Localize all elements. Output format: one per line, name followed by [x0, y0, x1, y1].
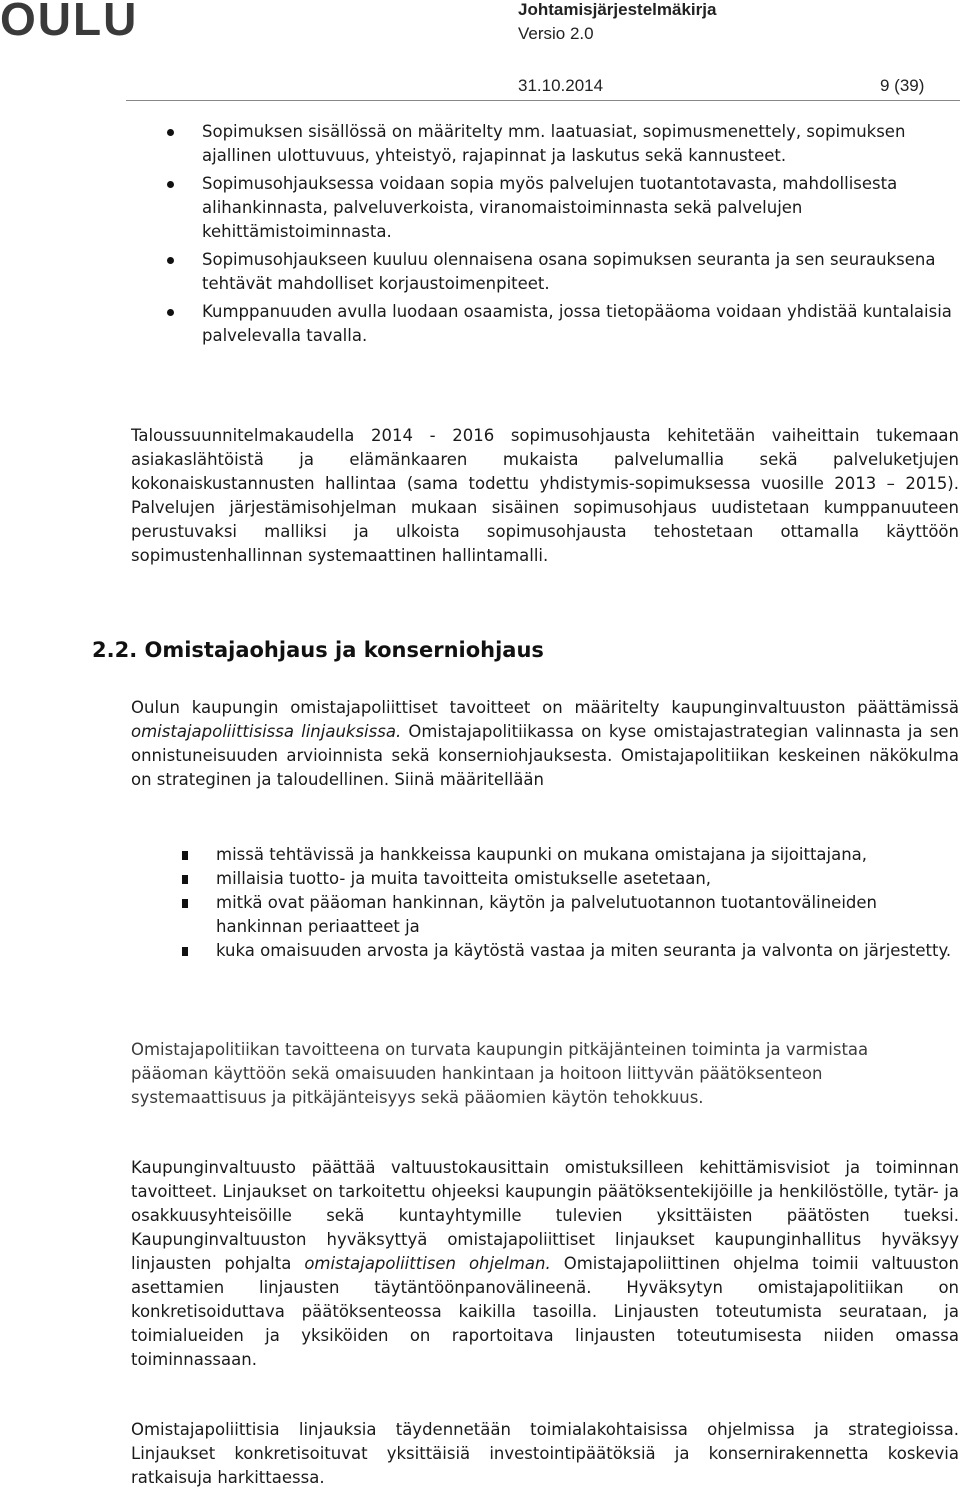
bullet-item: Kumppanuuden avulla luodaan osaamista, jossa tietopääoma voidaan yhdistää kuntalaisia palvelevalla tavalla.: [164, 300, 954, 348]
document-date: 31.10.2014: [518, 76, 604, 95]
square-bullet-icon: [182, 851, 188, 860]
square-bullet-icon: [182, 947, 188, 956]
document-version: Versio 2.0: [518, 24, 594, 43]
bullet-icon: [167, 257, 174, 264]
bullet-icon: [167, 129, 174, 136]
page-number: 9 (39): [880, 76, 925, 95]
section-heading: 2.2. Omistajaohjaus ja konserniohjaus: [92, 638, 544, 662]
square-bullet-list: [182, 843, 960, 963]
square-bullet-item: missä tehtävissä ja hankkeissa kaupunki on mukana omistajana ja sijoittajana,: [182, 843, 960, 867]
square-bullet-item: millaisia tuotto- ja muita tavoitteita omistukselle asetetaan,: [182, 867, 960, 891]
bullet-icon: [167, 309, 174, 316]
square-bullet-icon: [182, 875, 188, 884]
bullet-item: Sopimusohjauksessa voidaan sopia myös palvelujen tuotantotavasta, mahdollisesta alihankinnasta, palveluverkoista, viranomaistoiminnasta sekä palvelujen kehittämistoiminnasta.: [164, 172, 954, 244]
paragraph-linjaukset: Omistajapoliittisia linjauksia täydennetään toimialakohtaisissa ohjelmissa ja strategioissa. Linjaukset konkretisoituvat yksittäisiä investointipäätöksiä ja konsernirakennetta koskevia ratkaisuja harkittaessa.: [131, 1420, 959, 1487]
bullet-list: [164, 120, 954, 352]
paragraph-tavoite: Omistajapolitiikan tavoitteena on turvata kaupungin pitkäjänteinen toiminta ja varmistaa pääoman käyttöön sekä omaisuuden hankintaan ja hoitoon liittyvän päätöksenteon systemaattisuus ja pitkäjänteisyys sekä pääomien käytön tehokkuus.: [131, 1040, 869, 1107]
paragraph-valtuusto: Kaupunginvaltuusto päättää valtuustokausittain omistuksilleen kehittämisvisiot ja toiminnan tavoitteet. Linjaukset on tarkoitettu ohjeeksi kaupungin päätöksentekijöille ja henkilöstölle, tytär- ja osakkuusyhteisöille sekä kuntayhtymille tulevien yksittäisten päätösten tueksi. Kaupunginvaltuuston hyväksyttyä omistajapoliittiset linjaukset kaupunginhallitus hyväksyy linjausten pohjalta omistajapoliittisen ohjelman. Omistajapoliittinen ohjelma toimii valtuuston asettamien linjausten täytäntöönpanovälineenä. Hyväksytyn omistajapolitiikan on konkretisoiduttava päätöksenteossa kaikilla tasoilla. Linjausten toteutumista seurataan, ja toimialueiden ja yksiköiden on raportoitava linjausten toteutumisesta niiden omassa toiminnassaan.: [131, 1158, 959, 1369]
header-divider: [126, 100, 960, 101]
square-bullet-item: mitkä ovat pääoman hankinnan, käytön ja palvelutuotannon tuotantovälineiden hankinnan periaatteet ja: [182, 891, 960, 939]
document-title: Johtamisjärjestelmäkirja: [518, 0, 717, 19]
square-bullet-icon: [182, 899, 188, 908]
square-bullet-item: kuka omaisuuden arvosta ja käytöstä vastaa ja miten seuranta ja valvonta on järjestetty.: [182, 939, 960, 963]
paragraph-omistajapolitiikka: Oulun kaupungin omistajapoliittiset tavoitteet on määritelty kaupunginvaltuuston päättämissä omistajapoliittisissa linjauksissa. Omistajapolitiikassa on kyse omistajastrategian valinnasta ja sen onnistuneisuuden arvioinnista sekä konserniohjauksesta. Omistajapolitiikan keskeinen näkökulma on strateginen ja taloudellinen. Siinä määritellään: [131, 698, 959, 789]
bullet-icon: [167, 181, 174, 188]
oulu-logo: OULU: [0, 0, 139, 45]
paragraph-sopimusohjaus: Taloussuunnitelmakaudella 2014 - 2016 sopimusohjausta kehitetään vaiheittain tukemaan asiakaslähtöistä ja elämänkaaren mukaista palvelumallia sekä palveluketjujen kokonaiskustannusten hallintaa (sama todettu yhdistymis-sopimuksessa vuosille 2013 – 2015). Palvelujen järjestämisohjelman mukaan sisäinen sopimusohjaus uudistetaan kumppanuuteen perustuvaksi malliksi ja ulkoista sopimusohjausta tehostetaan ottamalla käyttöön sopimustenhallinnan systemaattinen hallintamalli.: [131, 426, 959, 565]
bullet-item: Sopimuksen sisällössä on määritelty mm. laatuasiat, sopimusmenettely, sopimuksen ajallinen ulottuvuus, yhteistyö, rajapinnat ja laskutus sekä kannusteet.: [164, 120, 954, 168]
bullet-item: Sopimusohjaukseen kuuluu olennaisena osana sopimuksen seuranta ja sen seurauksena tehtävät mahdolliset korjaustoimenpiteet.: [164, 248, 954, 296]
